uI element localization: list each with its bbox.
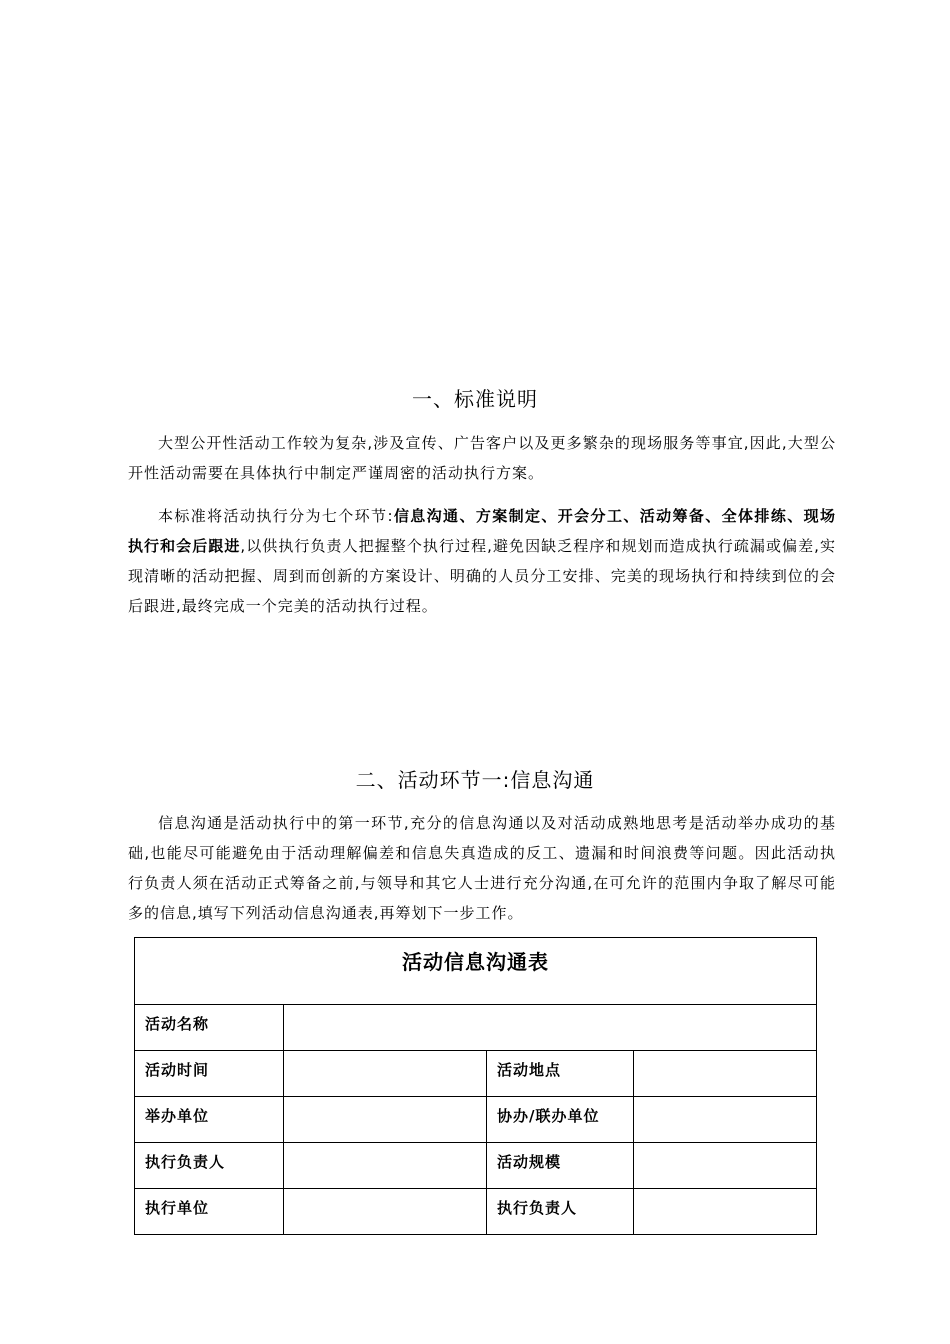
section1-paragraph-1: 大型公开性活动工作较为复杂,涉及宣传、广告客户以及更多繁杂的现场服务等事宜,因此,大型公开性活动需要在具体执行中制定严谨周密的活动执行方案。 [128, 434, 836, 482]
row-right-value[interactable] [634, 1189, 817, 1235]
para2-tail: ,以供执行负责人把握整个执行过程,避免因缺乏程序和规划而造成执行疏漏或偏差,实现清晰的活动把握、周到而创新的方案设计、明确的人员分工安排、完美的现场执行和持续到位的会后跟进,最终完成一个完美的活动执行过程。 [128, 537, 836, 615]
section-title-standard: 一、标准说明 [412, 387, 538, 412]
activity-name-value[interactable] [284, 1005, 817, 1051]
row-right-value[interactable] [634, 1051, 817, 1097]
row-right-value[interactable] [634, 1143, 817, 1189]
table-caption-row [135, 938, 817, 1005]
section1-paragraph-2 [128, 501, 836, 621]
row-left-value[interactable] [284, 1143, 487, 1189]
row-right-value[interactable] [634, 1097, 817, 1143]
table-row [135, 1005, 817, 1051]
section2-paragraph-1: 信息沟通是活动执行中的第一环节,充分的信息沟通以及对活动成熟地思考是活动举办成功的基础,也能尽可能避免由于活动理解偏差和信息失真造成的反工、遗漏和时间浪费等问题。因此活动执行负责人须在活动正式筹备之前,与领导和其它人士进行充分沟通,在可允许的范围内争取了解尽可能多的信息,填写下列活动信息沟通表,再筹划下一步工作。 [128, 814, 836, 922]
para2-lead: 本标准将活动执行分为七个环节: [158, 507, 394, 525]
row-right-label: 执行负责人 [487, 1189, 634, 1235]
row-right-label: 活动地点 [487, 1051, 634, 1097]
section-title-info-communication: 二、活动环节一:信息沟通 [355, 768, 595, 793]
table-row [135, 1051, 817, 1097]
row-left-label: 执行单位 [135, 1189, 284, 1235]
row-left-value[interactable] [284, 1189, 487, 1235]
table-caption: 活动信息沟通表 [135, 938, 817, 1005]
table-row [135, 1189, 817, 1235]
para2-stages-bold: 信息沟通、方案制定、开会分工、活动筹备、全体排练、现场执行和会后跟进 [128, 507, 836, 555]
activity-info-table [134, 937, 817, 1235]
table-row [135, 1143, 817, 1189]
row-left-value[interactable] [284, 1097, 487, 1143]
table-row [135, 1097, 817, 1143]
row-right-label: 活动规模 [487, 1143, 634, 1189]
activity-name-label: 活动名称 [135, 1005, 284, 1051]
row-right-label: 协办/联办单位 [487, 1097, 634, 1143]
row-left-label: 举办单位 [135, 1097, 284, 1143]
row-left-label: 活动时间 [135, 1051, 284, 1097]
row-left-value[interactable] [284, 1051, 487, 1097]
row-left-label: 执行负责人 [135, 1143, 284, 1189]
